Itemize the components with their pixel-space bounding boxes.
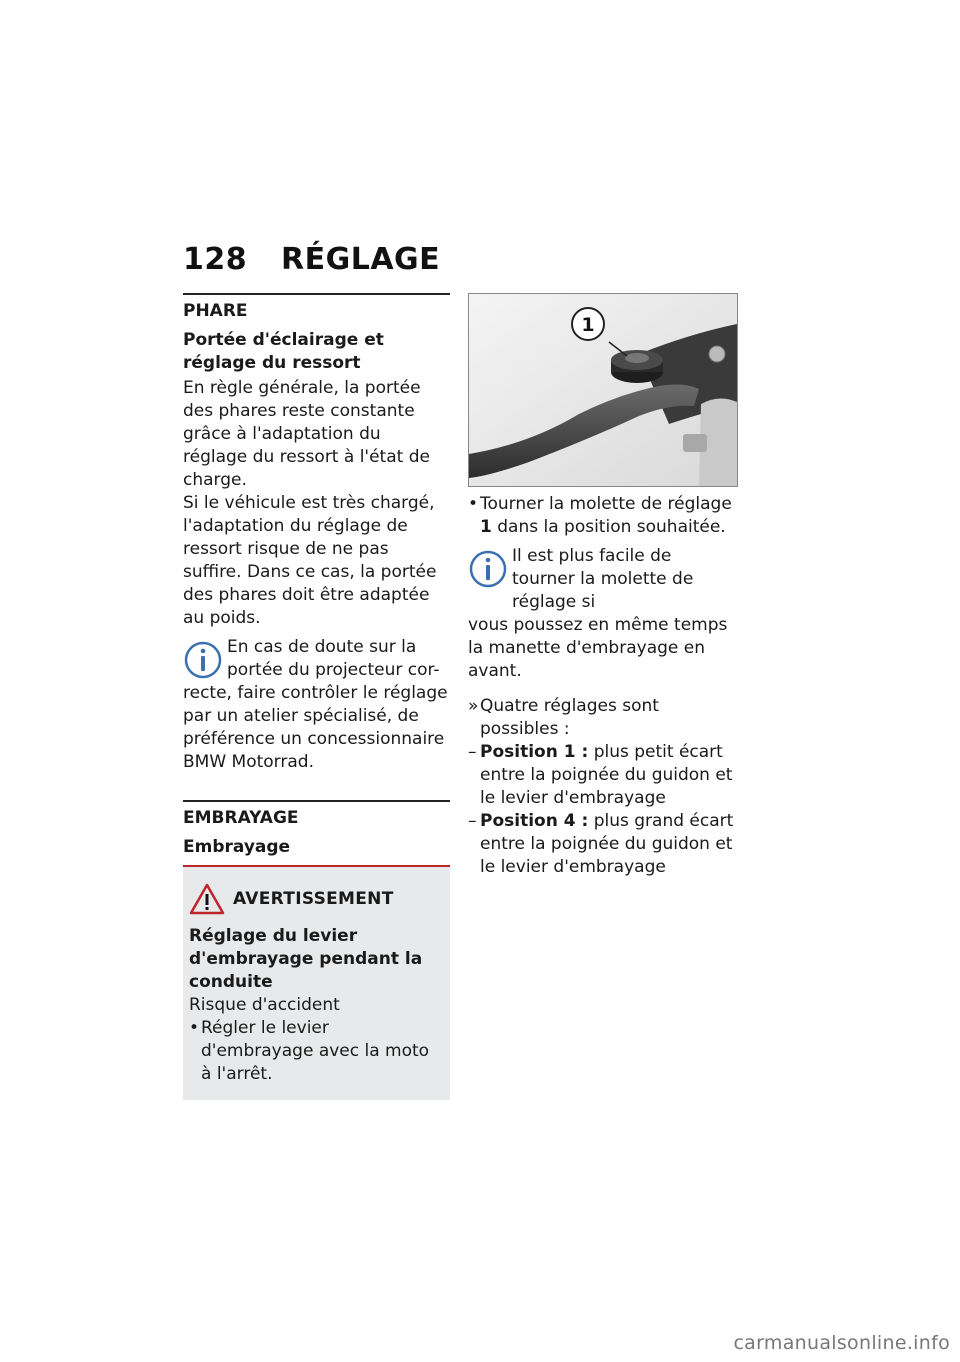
step-text: Tourner la molette de réglage 1 dans la position souhaitée. xyxy=(480,494,732,537)
warning-triangle-icon xyxy=(189,883,225,915)
left-column xyxy=(183,293,450,1100)
warning-title: AVERTISSEMENT xyxy=(233,889,394,909)
result-text: Quatre réglages sont possibles : xyxy=(480,696,659,739)
result-item xyxy=(468,695,738,741)
right-column xyxy=(468,293,738,879)
section-divider xyxy=(183,293,450,295)
paragraph: En règle générale, la portée des phares reste constante grâce à l'adaptation du réglage du ressort à l'état de charge. xyxy=(183,378,430,490)
dash-icon: – xyxy=(468,742,477,762)
subtitle-portee: Portée d'éclairage et réglage du ressort xyxy=(183,330,384,373)
page-number: 128 xyxy=(183,242,248,277)
position-text: plus petit écart entre la poignée du guidon et le levier d'embrayage xyxy=(480,742,733,808)
figure-callout-label: 1 xyxy=(581,314,595,336)
chapter-title: RÉGLAGE xyxy=(281,242,441,277)
page-header xyxy=(183,242,440,277)
info-icon xyxy=(183,640,223,680)
info-text: Il est plus facile de tourner la molette de réglage si xyxy=(512,546,694,612)
warning-header xyxy=(189,883,444,915)
warning-text: Risque d'accident xyxy=(189,995,340,1015)
position-item xyxy=(468,741,738,810)
dash-icon: – xyxy=(468,811,477,831)
section-title-embrayage: EMBRAYAGE xyxy=(183,808,299,828)
info-text: recte, faire contrôler le réglage par un atelier spécialisé, de préférence un concessionnaire BMW Motorrad. xyxy=(183,683,448,772)
position-item xyxy=(468,810,738,879)
watermark-text: carmanualsonline.info xyxy=(733,1332,950,1354)
section-title-phare: PHARE xyxy=(183,301,248,321)
position-label: Position 1 : xyxy=(480,742,589,762)
info-note xyxy=(468,545,738,683)
section-divider xyxy=(183,800,450,802)
warning-bullet xyxy=(189,1017,444,1086)
position-text: plus grand écart entre la poignée du guidon et le levier d'embrayage xyxy=(480,811,734,877)
bullet-icon: • xyxy=(468,494,479,514)
warning-box xyxy=(183,865,450,1100)
info-icon xyxy=(468,549,508,589)
position-label: Position 4 : xyxy=(480,811,589,831)
bullet-text: Régler le levier d'embrayage avec la moto à l'arrêt. xyxy=(201,1018,430,1084)
info-note xyxy=(183,636,450,774)
bullet-icon: • xyxy=(189,1018,200,1038)
clutch-lever-figure xyxy=(468,293,738,487)
clutch-lever-illustration xyxy=(469,294,737,486)
warning-subtitle: Réglage du levier d'embrayage pendant la conduite xyxy=(189,926,423,992)
info-text: vous poussez en même temps la manette d'embrayage en avant. xyxy=(468,615,728,681)
subtitle-embrayage: Embrayage xyxy=(183,837,291,857)
result-arrow-icon: » xyxy=(468,696,479,716)
paragraph: Si le véhicule est très chargé, l'adaptation du réglage de ressort risque de ne pas suffire. Dans ce cas, la portée des phares doit être adaptée au poids. xyxy=(183,493,437,628)
info-text: En cas de doute sur la portée du projecteur cor- xyxy=(227,637,440,680)
instruction-step xyxy=(468,493,738,539)
